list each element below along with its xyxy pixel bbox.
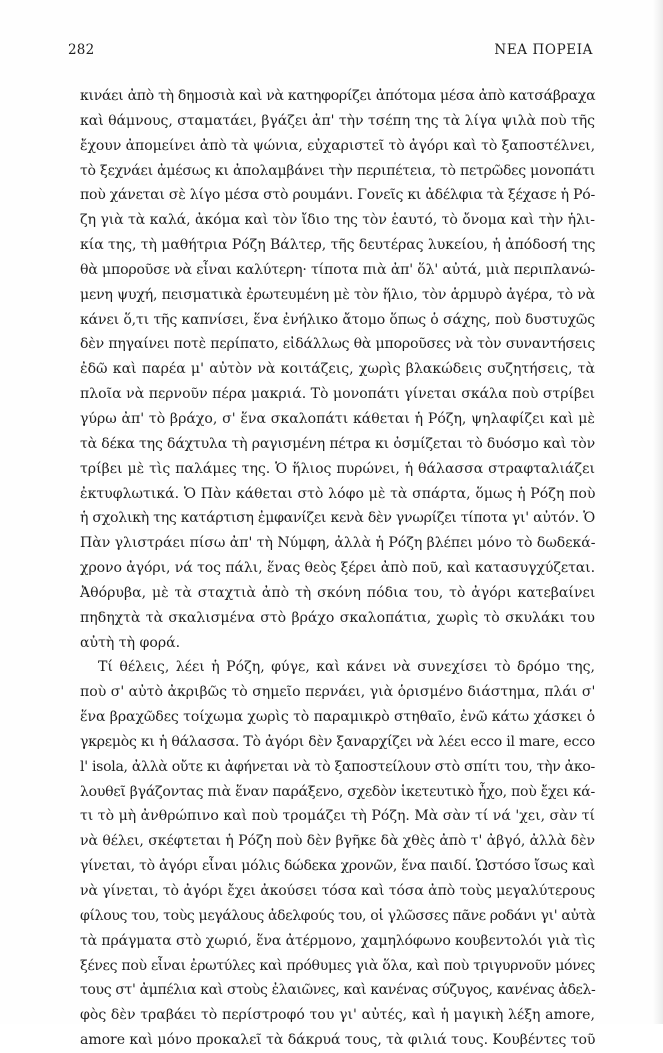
paragraph — [80, 84, 595, 655]
text-line: Πὰν γλιστράει πίσω ἀπ' τὴ Νύμφη, ἀλλὰ ἡ Ρόζη βλέπει μόνο τὸ δωδεκά- — [80, 535, 596, 552]
text-line: καὶ θάμνους, σταματάει, βγάζει ἀπ' τὴν τσέπη της τὰ λίγα ψιλὰ ποὺ τῆς — [80, 112, 595, 129]
text-line: τὰ δέκα της δάχτυλα τὴ ραγισμένη πέτρα κι ὀσμίζεται τὸ δυόσμο καὶ τὸν — [80, 435, 595, 452]
text-line: ποὺ σ' αὐτὸ ἀκριβῶς τὸ σημεῖο περνάει, γιὰ ὁρισμένο διάστημα, πλάι σ' — [80, 684, 596, 701]
text-line: l' isola, ἀλλὰ οὔτε κι ἀφήνεται νὰ τὸ ξαποστείλουν στὸ σπίτι του, τὴν ἀκο- — [80, 758, 595, 775]
body-text — [80, 84, 595, 1053]
page-edge-shadow — [653, 0, 663, 1024]
text-line: Τί θέλεις, λέει ἡ Ρόζη, φύγε, καὶ κάνει νὰ συνεχίσει τὸ δρόμο της, — [98, 659, 595, 676]
text-line: δὲν πηγαίνει ποτὲ περίπατο, εἰδάλλως θὰ μποροῦσες νὰ τὸν συναντήσεις — [80, 336, 596, 353]
text-line: κάνει ὅ,τι τῆς καπνίσει, ἕνα ἐνήλικο ἄτομο ὅπως ὁ σάχης, ποὺ δυστυχῶς — [80, 311, 595, 328]
text-line: θὰ μποροῦσε νὰ εἶναι καλύτερη· τίποτα πιὰ ἀπ' ὅλ' αὐτά, μιὰ περιπλανώ- — [80, 261, 595, 278]
text-line: ἕνα βραχῶδες τοίχωμα χωρὶς τὸ παραμικρὸ στηθαῖο, ἐνῶ κάτω χάσκει ὁ — [80, 709, 595, 726]
text-line: λουθεῖ βγάζοντας πιὰ ἕναν παράξενο, σχεδὸν ἱκετευτικὸ ἦχο, ποὺ ἔχει κά- — [80, 783, 595, 800]
text-line: γίνεται, τὸ ἀγόρι εἶναι μόλις δώδεκα χρονῶν, ἕνα παιδί. Ὡστόσο ἴσως καὶ — [80, 858, 595, 875]
text-line: φίλους του, τοὺς μεγάλους ἀδελφούς του, οἱ γλῶσσες πᾶνε ροδάνι γι' αὐτὰ — [80, 907, 596, 924]
text-line: γκρεμὸς κι ἡ θάλασσα. Τὸ ἀγόρι δὲν ξαναρχίζει νὰ λέει ecco il mare, ecco — [80, 733, 595, 750]
text-line: ἐκτυφλωτικά. Ὁ Πὰν κάθεται στὸ λόφο μὲ τὰ σπάρτα, ὅμως ἡ Ρόζη ποὺ — [80, 485, 596, 502]
text-line: τρίβει μὲ τὶς παλάμες της. Ὁ ἥλιος πυρώνει, ἡ θάλασσα στραφταλιάζει — [80, 460, 595, 477]
text-line: πηδηχτὰ τὰ σκαλισμένα στὸ βράχο σκαλοπάτια, χωρὶς τὸ σκυλάκι του — [80, 609, 595, 626]
text-line: ζη γιὰ τὰ καλά, ἀκόμα καὶ τὸν ἴδιο της τὸν ἑαυτό, τὸ ὄνομα καὶ τὴν ἡλι- — [80, 212, 595, 229]
running-head: ΝΕΑ ΠΟΡΕΙΑ — [494, 42, 593, 58]
text-line: κία της, τὴ μαθήτρια Ρόζη Βάλτερ, τῆς δευτέρας λυκείου, ἡ ἀπόδοσή της — [80, 237, 596, 254]
text-line: τι τὸ μὴ ἀνθρώπινο καὶ ποὺ τρομάζει τὴ Ρόζη. Μὰ σὰν τί νά 'χει, σὰν τί — [80, 808, 596, 825]
text-line: ποὺ χάνεται σὲ λίγο μέσα στὸ ρουμάνι. Γονεῖς κι ἀδέλφια τὰ ξέχασε ἡ Ρό- — [80, 187, 595, 204]
text-line: πλοῖα νὰ περνοῦν πέρα μακριά. Τὸ μονοπάτι γίνεται σκάλα ποὺ στρίβει — [80, 386, 595, 403]
text-line: τὰ πράγματα στὸ χωριό, ἕνα ἀτέρμονο, χαμηλόφωνο κουβεντολόι γιὰ τὶς — [80, 932, 595, 949]
text-line: μενη ψυχή, πεισματικὰ ἐρωτευμένη μὲ τὸν ἥλιο, τὸν ἁρμυρὸ ἀγέρα, τὸ νὰ — [80, 286, 595, 303]
text-line: Ἀθόρυβα, μὲ τὰ σταχτιὰ ἀπὸ τὴ σκόνη πόδια του, τὸ ἀγόρι κατεβαίνει — [80, 584, 596, 601]
text-line: χρονο ἀγόρι, νά τος πάλι, ἕνας θεὸς ξέρει ἀπὸ ποῦ, καὶ κατασυγχύζεται. — [80, 560, 595, 577]
text-line: ἡ σχολικὴ της κατάρτιση ἐμφανίζει κενὰ δὲν γνωρίζει τίποτα γι' αὐτόν. Ὁ — [80, 510, 595, 527]
text-line: τὸ ξεχνάει ἀμέσως κι ἀπολαμβάνει τὴν περιπέτεια, τὸ πετρῶδες μονοπάτι — [80, 162, 595, 179]
text-line: ἐδῶ καὶ παρέα μ' αὐτὸν νὰ κοιτάζεις, χωρὶς βλακώδεις συζητήσεις, τὰ — [80, 361, 595, 378]
text-line: τους στ' ἀμπέλια καὶ στοὺς ἐλαιῶνες, καὶ κανένας σύζυγος, κανένας ἀδελ- — [80, 982, 596, 999]
text-line: φὸς δὲν τραβάει τὸ περίστροφό του γι' αὐτές, καὶ ἡ μαγικὴ λέξη amore, — [80, 1007, 595, 1024]
page-header — [68, 42, 593, 62]
text-line: γύρω ἀπ' τὸ βράχο, σ' ἕνα σκαλοπάτι κάθεται ἡ Ρόζη, ψηλαφίζει καὶ μὲ — [80, 410, 595, 427]
text-line: ἔχουν ἀπομείνει ἀπὸ τὰ ψώνια, εὐχαριστεῖ τὸ ἀγόρι καὶ τὸ ξαποστέλνει, — [80, 137, 595, 154]
paragraph — [80, 655, 595, 1053]
text-line: κινάει ἀπὸ τὴ δημοσιὰ καὶ νὰ κατηφορίζει ἀπότομα μέσα ἀπὸ κατσάβραχα — [80, 88, 596, 104]
text-line: ξένες ποὺ εἶναι ἐρωτύλες καὶ πρόθυμες γιὰ ὅλα, καὶ ποὺ τριγυρνοῦν μόνες — [80, 957, 595, 974]
text-line: amore καὶ μόνο προκαλεῖ τὰ δάκρυά τους, τὰ φιλιά τους. Κουβέντες τοῦ — [80, 1032, 596, 1049]
text-line: νὰ γίνεται, τὸ ἀγόρι ἔχει ἀκούσει τόσα καὶ τόσα ἀπὸ τοὺς μεγαλύτερους — [80, 883, 595, 899]
text-line: αὐτὴ τὴ φορά. — [80, 634, 181, 651]
text-line: νὰ θέλει, σκέφτεται ἡ Ρόζη ποὺ δὲν βγῆκε δὰ χθὲς ἀπὸ τ' ἀβγό, ἀλλὰ δὲν — [80, 833, 595, 850]
page-number: 282 — [68, 42, 95, 58]
